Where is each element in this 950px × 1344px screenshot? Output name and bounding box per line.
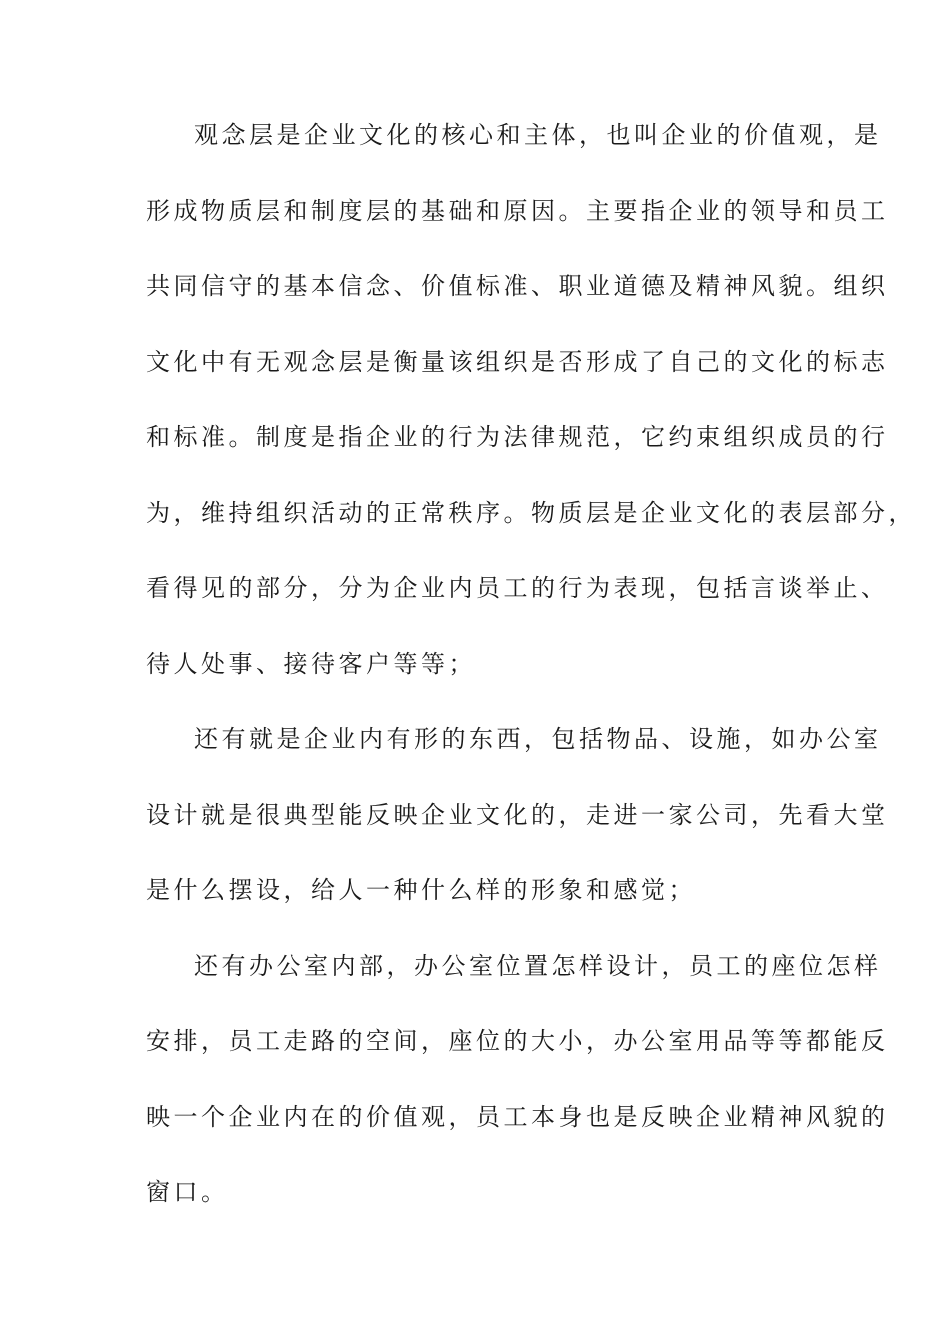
paragraph-1-line-4: 文化中有无观念层是衡量该组织是否形成了自己的文化的标志 [146,347,889,376]
paragraph-1-line-8: 待人处事、接待客户等等； [146,649,476,678]
paragraph-3-line-1: 还有办公室内部，办公室位置怎样设计，员工的座位怎样 [194,951,882,980]
paragraph-2-line-1: 还有就是企业内有形的东西，包括物品、设施，如办公室 [194,725,882,753]
paragraph-2-line-2: 设计就是很典型能反映企业文化的，走进一家公司，先看大堂 [146,800,889,829]
paragraph-3-line-4: 窗口。 [146,1178,229,1206]
document-body [146,120,916,1253]
paragraph-3-line-2: 安排，员工走路的空间，座位的大小，办公室用品等等都能反 [146,1027,889,1055]
paragraph-1-line-6: 为，维持组织活动的正常秩序。物质层是企业文化的表层部分， [146,498,916,527]
paragraph-1-line-1: 观念层是企业文化的核心和主体，也叫企业的价值观，是 [194,121,882,149]
paragraph-1-line-5: 和标准。制度是指企业的行为法律规范，它约束组织成员的行 [146,423,889,451]
paragraph-1-line-3: 共同信守的基本信念、价值标准、职业道德及精神风貌。组织 [146,272,889,300]
paragraph-3-line-3: 映一个企业内在的价值观，员工本身也是反映企业精神风貌的 [146,1102,889,1131]
paragraph-1-line-2: 形成物质层和制度层的基础和原因。主要指企业的领导和员工 [146,196,889,225]
paragraph-1-line-7: 看得见的部分，分为企业内员工的行为表现，包括言谈举止、 [146,574,889,602]
paragraph-2-line-3: 是什么摆设，给人一种什么样的形象和感觉； [146,876,696,904]
